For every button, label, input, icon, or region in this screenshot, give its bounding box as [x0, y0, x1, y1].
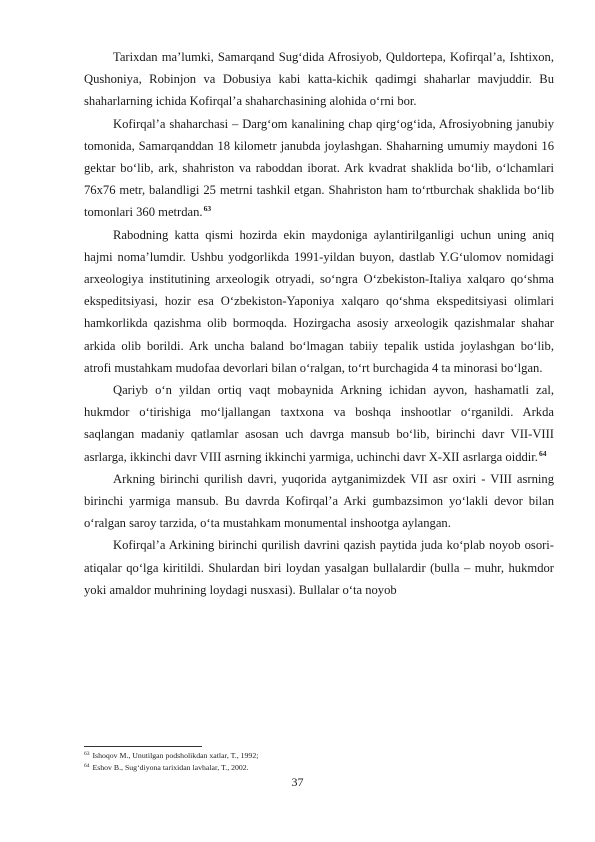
- body-text: [84, 46, 554, 601]
- paragraph-3-text: Rabodning katta qismi hozirda ekin maydoniga aylantirilganligi uchun uning aniq hajmi noma’lumdir. Ushbu yodgorlikda 1991-yildan buyon, dastlab Y.G‘ulomov nomidagi arxeologiya institutining arxeologik otryadi, so‘ngra O‘zbekiston-Italiya xalqaro qo‘shma ekspeditsiyasi, hozir esa O‘zbekiston-Yaponiya xalqaro qo‘shma ekspeditsiyasi olimlari hamkorlikda qazishma olib bormoqda. Hozirgacha asosiy arxeologik qazishmalar shahar arkida olib borildi. Ark uncha baland bo‘lmagan tabiiy tepalik ustida joylashgan bo‘lib, atrofi mustahkam mudofaa devorlari bilan o‘ralgan, to‘rt burchagida 4 ta minorasi bo‘lgan.: [84, 227, 554, 375]
- paragraph-2: [84, 113, 554, 224]
- footnote-text: Ishoqov M., Unutilgan podsholikdan xatlar, T., 1992;: [92, 751, 259, 760]
- paragraph-6-text: Kofirqal’a Arkining birinchi qurilish davrini qazish paytida juda ko‘plab noyob osori-atiqalar qo‘lga kiritildi. Shulardan biri loydan yasalgan bullalardir (bulla – muhr, hukmdor yoki amaldor muhrining loydagi nusxasi). Bullalar o‘ta noyob: [84, 538, 554, 597]
- footnote-63: [84, 750, 554, 762]
- paragraph-3: [84, 224, 554, 379]
- paragraph-1-text: Tarixdan ma’lumki, Samarqand Sug‘dida Afrosiyob, Quldortepa, Kofirqal’a, Ishtixon, Qushoniya, Robinjon va Dobusiya kabi katta-kichik qadimgi shaharlar mavjuddir. Bu shaharlarning ichida Kofirqal’a shaharchasining alohida o‘rni bor.: [84, 50, 554, 109]
- paragraph-2-text: Kofirqal’a shaharchasi – Darg‘om kanalining chap qirg‘og‘ida, Afrosiyobning janubiy tomonida, Samarqanddan 18 kilometr janubda joylashgan. Shaharning umumiy maydoni 16 gektar bo‘lib, ark, shahriston va raboddan iborat. Ark kvadrat shaklida bo‘lib, o‘lchamlari 76x76 metr, balandligi 25 metrni tashkil etgan. Shahriston ham to‘rtburchak shaklida bo‘lib tomonlari 360 metrdan.: [84, 116, 554, 220]
- footnote-ref-64: 64: [538, 448, 547, 458]
- footnote-number: 63: [84, 751, 90, 757]
- paragraph-5: [84, 468, 554, 535]
- footnote-divider: [84, 746, 202, 747]
- paragraph-1: [84, 46, 554, 113]
- footnotes: [84, 750, 554, 774]
- footnote-ref-63: 63: [203, 204, 212, 214]
- footnote-text: Eshov B., Sug‘diyona tarixidan lavhalar, T., 2002.: [92, 763, 249, 772]
- footnote-number: 64: [84, 763, 90, 769]
- paragraph-6: [84, 534, 554, 601]
- paragraph-4: [84, 379, 554, 468]
- paragraph-4-text: Qariyb o‘n yildan ortiq vaqt mobaynida Arkning ichidan ayvon, hashamatli zal, hukmdor o‘tirishiga mo‘ljallangan taxtxona va boshqa inshootlar o‘rganildi. Arkda saqlangan madaniy qatlamlar asosan uch davrga mansub bo‘lib, birinchi davr VII-VIII asrlarga, ikkinchi davr VIII asrning ikkinchi yarmiga, uchinchi davr X-XII asrlarga oiddir.: [84, 383, 554, 464]
- paragraph-5-text: Arkning birinchi qurilish davri, yuqorida aytganimizdek VII asr oxiri - VIII asrning birinchi yarmiga mansub. Bu davrda Kofirqal’a Arki gumbazsimon yo‘lakli devor bilan o‘ralgan saroy tarzida, o‘ta mustahkam monumental inshootga aylangan.: [84, 471, 554, 531]
- page-number: 37: [291, 775, 304, 789]
- footnote-64: [84, 762, 554, 774]
